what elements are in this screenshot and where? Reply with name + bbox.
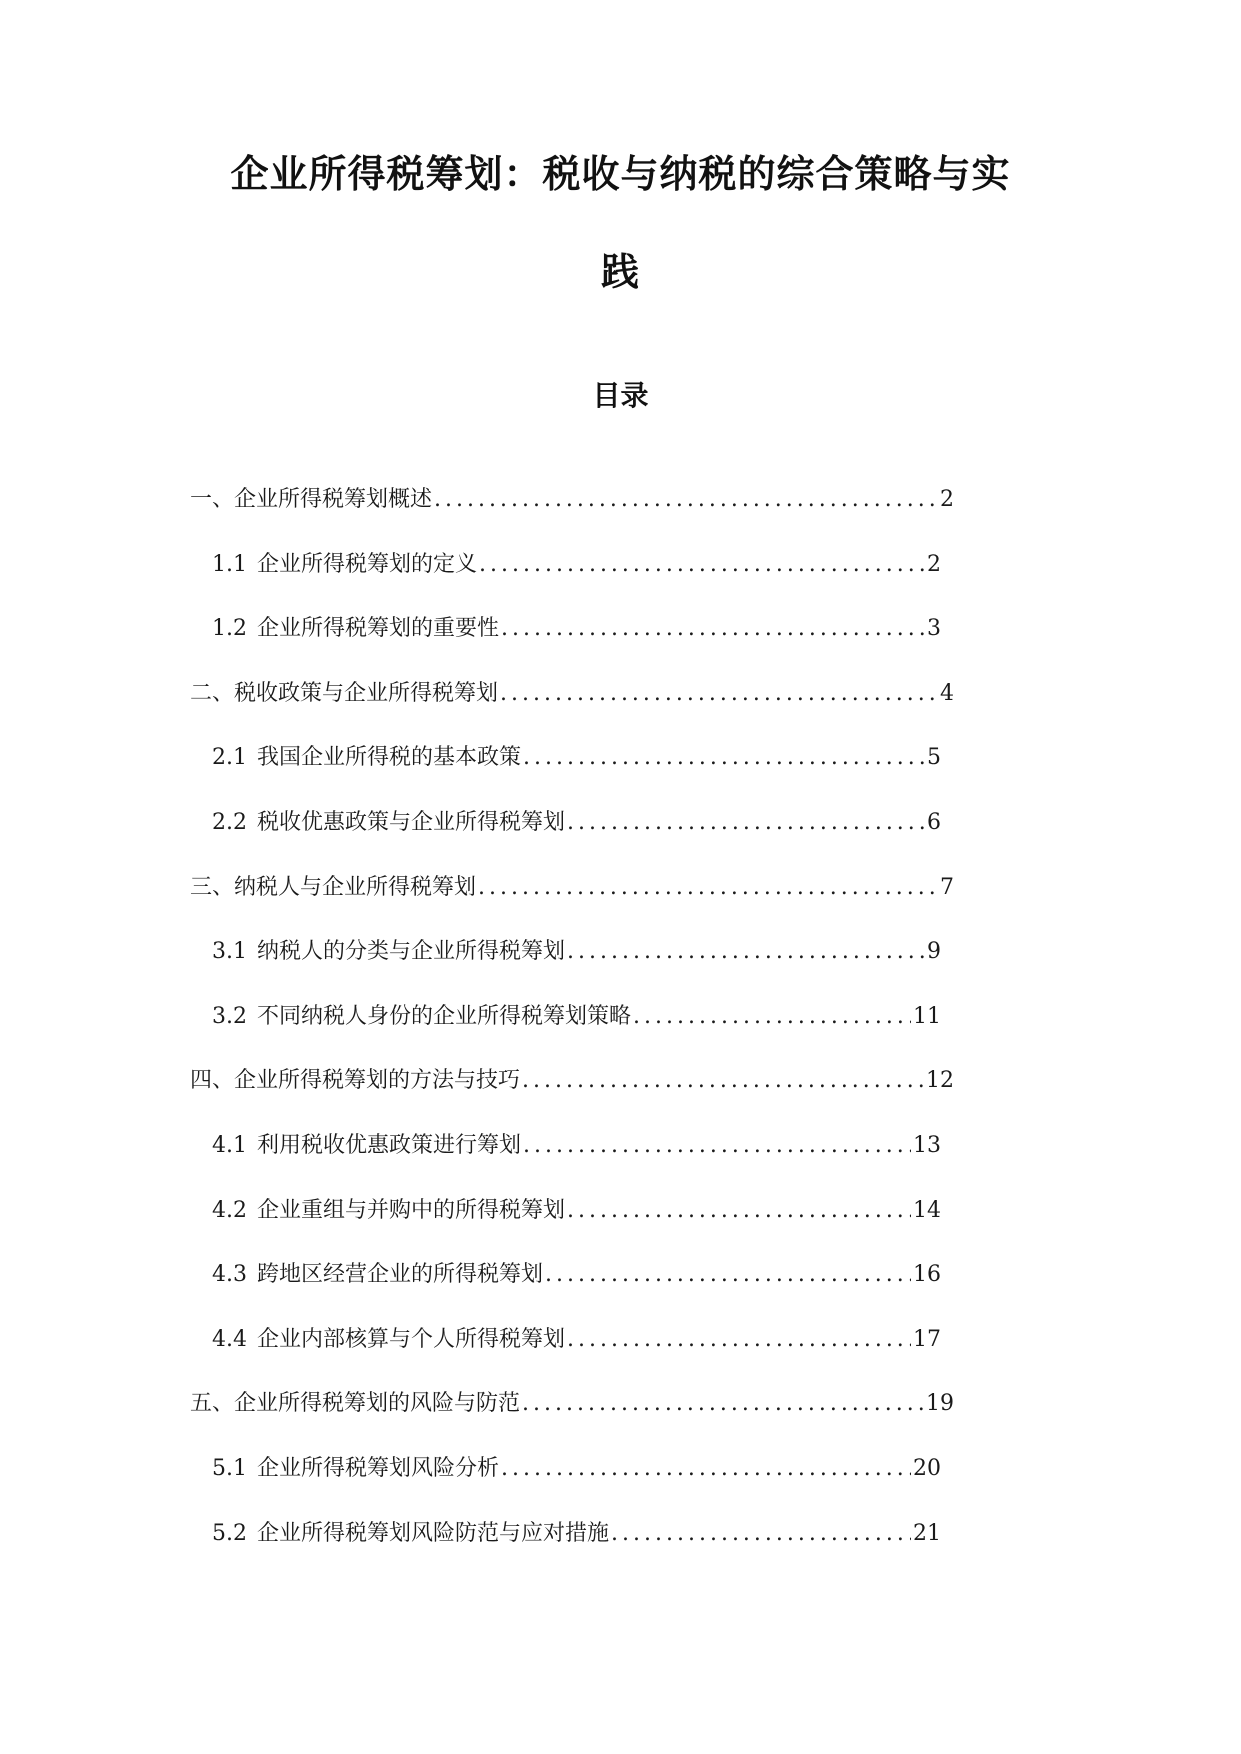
document-title-line-1: 企业所得税筹划：税收与纳税的综合策略与实 <box>230 151 1011 196</box>
toc-entry-page-number: 6 <box>927 810 941 835</box>
toc-section-entry[interactable] <box>212 741 941 775</box>
toc-entry-page-number: 13 <box>913 1133 941 1158</box>
toc-entry-number: 4.2 <box>212 1198 247 1223</box>
toc-entry-number: 4.3 <box>212 1262 247 1287</box>
toc-dot-leader <box>523 1129 911 1163</box>
toc-entry-page-number: 3 <box>927 616 941 641</box>
toc-section-entry[interactable] <box>212 1000 941 1034</box>
toc-entry-title: 我国企业所得税的基本政策 <box>257 745 522 770</box>
toc-entry-title: 一、企业所得税筹划概述 <box>190 487 433 512</box>
toc-entry-number: 3.1 <box>212 939 247 964</box>
toc-dot-leader <box>500 677 938 711</box>
toc-entry-page-number: 21 <box>913 1521 941 1546</box>
toc-entry-title: 三、纳税人与企业所得税筹划 <box>190 875 477 900</box>
toc-chapter-entry[interactable] <box>190 483 954 517</box>
toc-chapter-entry[interactable] <box>190 1064 954 1098</box>
toc-dot-leader <box>567 1194 911 1228</box>
toc-section-entry[interactable] <box>212 806 941 840</box>
toc-dot-leader <box>567 935 925 969</box>
toc-heading: 目录 <box>592 379 649 412</box>
toc-entry-page-number: 19 <box>926 1391 954 1416</box>
toc-entry-number: 5.2 <box>212 1521 247 1546</box>
toc-entry-number: 1.1 <box>212 552 247 577</box>
toc-section-entry[interactable] <box>212 1194 941 1228</box>
toc-dot-leader <box>522 1387 924 1421</box>
toc-entry-page-number: 9 <box>927 939 941 964</box>
toc-entry-number: 4.4 <box>212 1327 247 1352</box>
toc-entry-page-number: 2 <box>927 552 941 577</box>
toc-section-entry[interactable] <box>212 1129 941 1163</box>
toc-entry-page-number: 11 <box>913 1004 941 1029</box>
toc-entry-number: 2.2 <box>212 810 247 835</box>
toc-dot-leader <box>479 548 925 582</box>
toc-entry-title: 不同纳税人身份的企业所得税筹划策略 <box>257 1004 632 1029</box>
toc-entry-number: 4.1 <box>212 1133 247 1158</box>
toc-section-entry[interactable] <box>212 612 941 646</box>
toc-entry-page-number: 5 <box>927 745 941 770</box>
toc-dot-leader <box>501 1452 911 1486</box>
toc-entry-page-number: 2 <box>940 487 954 512</box>
toc-entry-page-number: 7 <box>940 875 954 900</box>
toc-entry-title: 企业所得税筹划风险分析 <box>257 1456 500 1481</box>
toc-chapter-entry[interactable] <box>190 871 954 905</box>
toc-section-entry[interactable] <box>212 548 941 582</box>
toc-section-entry[interactable] <box>212 1323 941 1357</box>
toc-entry-page-number: 17 <box>913 1327 941 1352</box>
toc-entry-title: 利用税收优惠政策进行筹划 <box>257 1133 522 1158</box>
toc-section-entry[interactable] <box>212 1452 941 1486</box>
toc-entry-page-number: 16 <box>913 1262 941 1287</box>
toc-section-entry[interactable] <box>212 935 941 969</box>
toc-entry-title: 企业所得税筹划风险防范与应对措施 <box>257 1521 610 1546</box>
toc-section-entry[interactable] <box>212 1258 941 1292</box>
toc-dot-leader <box>567 806 925 840</box>
toc-entry-number: 2.1 <box>212 745 247 770</box>
toc-dot-leader <box>523 741 925 775</box>
toc-entry-title: 企业重组与并购中的所得税筹划 <box>257 1198 566 1223</box>
toc-entry-title: 四、企业所得税筹划的方法与技巧 <box>190 1068 521 1093</box>
toc-dot-leader <box>501 612 925 646</box>
toc-entry-title: 五、企业所得税筹划的风险与防范 <box>190 1391 521 1416</box>
document-title-line-2: 践 <box>600 249 640 294</box>
toc-dot-leader <box>478 871 938 905</box>
toc-entry-page-number: 20 <box>913 1456 941 1481</box>
toc-entry-page-number: 12 <box>926 1068 954 1093</box>
toc-entry-number: 3.2 <box>212 1004 247 1029</box>
toc-entry-page-number: 14 <box>913 1198 941 1223</box>
toc-dot-leader <box>434 483 938 517</box>
toc-entry-title: 纳税人的分类与企业所得税筹划 <box>257 939 566 964</box>
toc-entry-title: 企业所得税筹划的重要性 <box>257 616 500 641</box>
toc-entry-title: 税收优惠政策与企业所得税筹划 <box>257 810 566 835</box>
toc-entry-title: 二、税收政策与企业所得税筹划 <box>190 681 499 706</box>
toc-entry-number: 1.2 <box>212 616 247 641</box>
toc-dot-leader <box>545 1258 911 1292</box>
toc-section-entry[interactable] <box>212 1517 941 1551</box>
toc-entry-title: 企业内部核算与个人所得税筹划 <box>257 1327 566 1352</box>
toc-entry-number: 5.1 <box>212 1456 247 1481</box>
toc-dot-leader <box>567 1323 911 1357</box>
toc-dot-leader <box>522 1064 924 1098</box>
toc-chapter-entry[interactable] <box>190 677 954 711</box>
toc-chapter-entry[interactable] <box>190 1387 954 1421</box>
toc-entry-page-number: 4 <box>940 681 954 706</box>
toc-dot-leader <box>633 1000 911 1034</box>
toc-dot-leader <box>611 1517 911 1551</box>
toc-entry-title: 企业所得税筹划的定义 <box>257 552 478 577</box>
toc-entry-title: 跨地区经营企业的所得税筹划 <box>257 1262 544 1287</box>
